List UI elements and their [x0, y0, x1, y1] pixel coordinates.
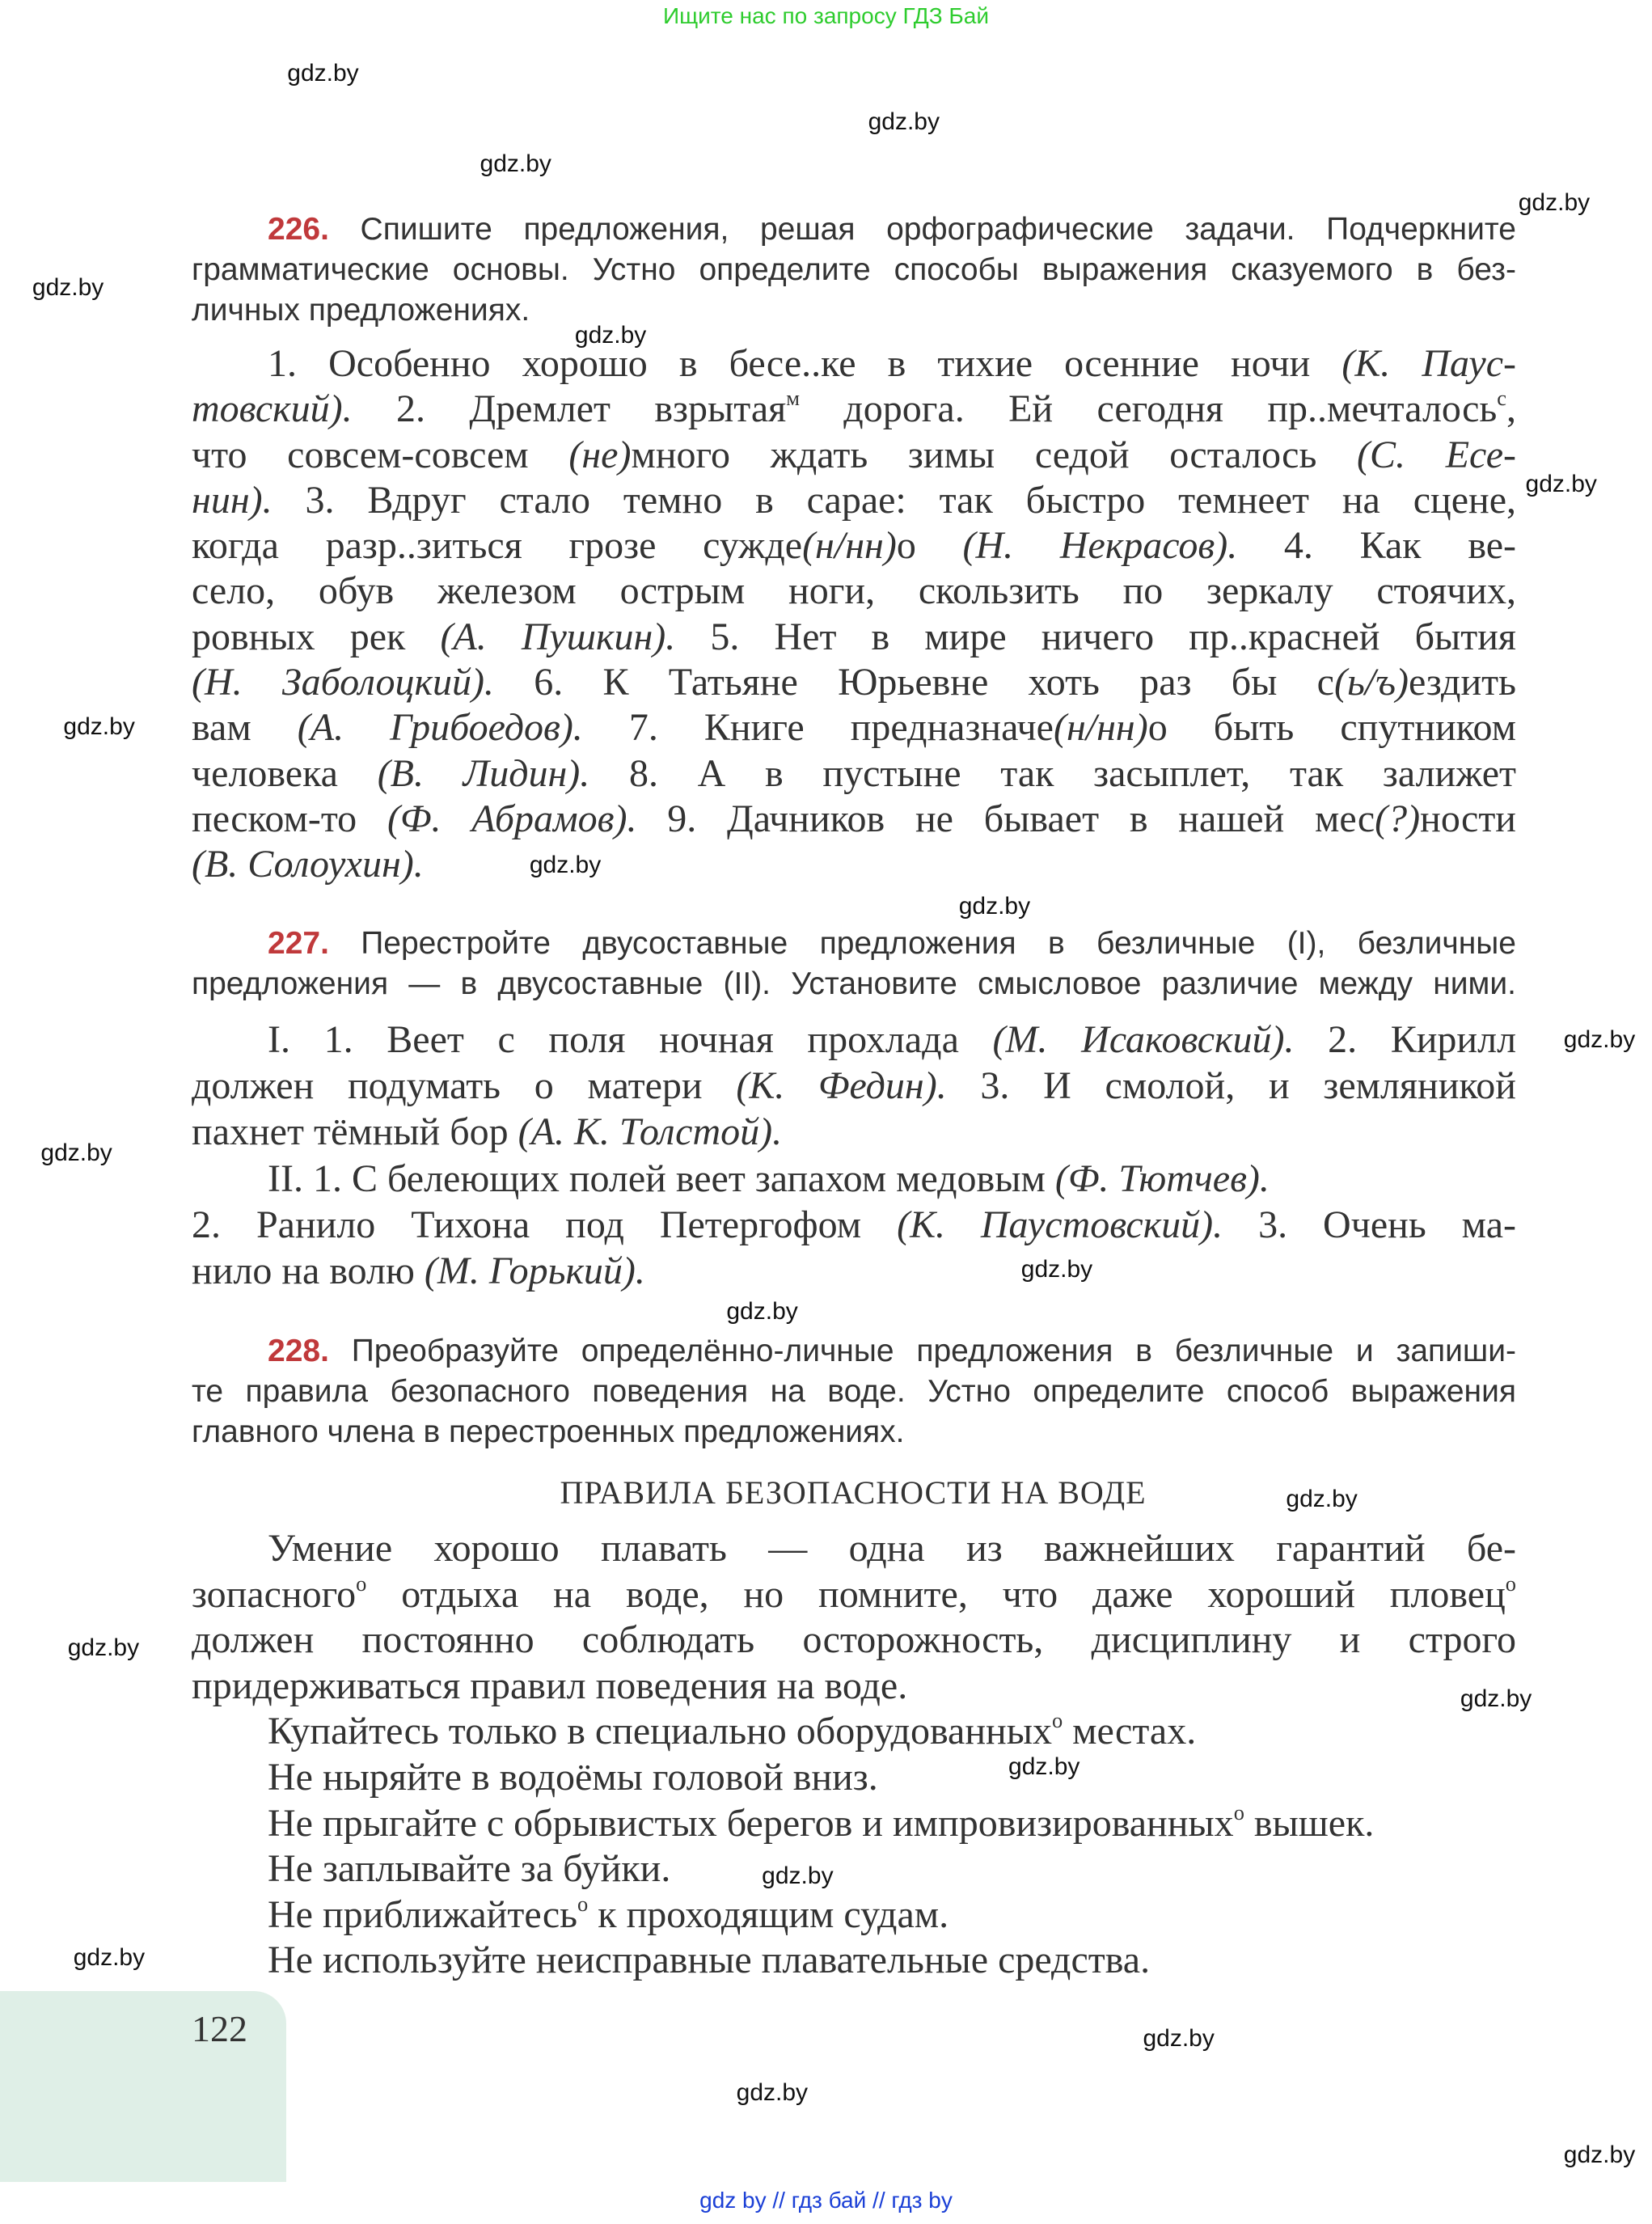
section-title: ПРАВИЛА БЕЗОПАСНОСТИ НА ВОДЕ: [560, 1474, 1147, 1511]
watermark: gdz.by: [287, 60, 359, 87]
author-or-variant: (ь/ъ): [1333, 661, 1409, 704]
exercise-number: 226.: [268, 212, 361, 247]
text-segment: Не заплывайте за буйки.: [268, 1847, 671, 1891]
task-line: [192, 209, 1516, 250]
exercise-227-text: [192, 1017, 1516, 1294]
page-number: 122: [192, 2008, 247, 2049]
text-line: [192, 1892, 1516, 1939]
author-or-variant: (н/нн): [802, 524, 897, 568]
exercise-number: 228.: [268, 1334, 352, 1368]
author-or-variant: (не): [568, 433, 632, 476]
text-segment: Не используйте неисправные плавательные средства.: [268, 1939, 1151, 1982]
text-line: [192, 797, 1516, 842]
text-segment: должен подумать о матери: [192, 1064, 737, 1108]
text-segment: ездить: [1409, 661, 1516, 704]
author-or-variant: (А. Пушкин).: [440, 615, 676, 658]
text-line: [192, 1755, 1516, 1801]
watermark: gdz.by: [1286, 1485, 1358, 1512]
exercise-228-task: [192, 1331, 1516, 1452]
exercise-227-task: [192, 924, 1516, 1004]
author-or-variant: (В. Солоухин).: [192, 843, 424, 886]
watermark: gdz.by: [1008, 1753, 1080, 1780]
watermark: gdz.by: [32, 273, 104, 301]
text-segment: ровных рек: [192, 615, 441, 658]
text-segment: 7. Книге предназначе: [582, 706, 1054, 750]
text-line: [192, 1938, 1516, 1984]
text-line: [192, 1709, 1516, 1755]
text-segment: 6. К Татьяне Юрьевне хоть раз бы с: [493, 661, 1334, 704]
author-or-variant: нин).: [192, 478, 273, 522]
task-line: [192, 1372, 1516, 1412]
vocabulary-mark: о: [1505, 1571, 1516, 1596]
text-segment: 3. Очень ма-: [1223, 1203, 1517, 1246]
text-segment: 8. А в пустыне так засыплет, так залижет: [589, 751, 1517, 795]
text-line: [192, 1664, 1516, 1710]
author-or-variant: (?): [1375, 797, 1421, 840]
watermark: gdz.by: [480, 150, 551, 178]
watermark: gdz.by: [1143, 2025, 1215, 2053]
watermark: gdz.by: [736, 2078, 809, 2106]
text-segment: село, обув железом острым ноги, скользить по зеркалу стоячих,: [192, 569, 1516, 613]
watermark: gdz.by: [1460, 1685, 1532, 1712]
text-segment: 4. Как ве-: [1237, 524, 1517, 568]
vocabulary-mark: о: [577, 1891, 589, 1916]
vocabulary-mark: с: [1497, 386, 1506, 411]
watermark: gdz.by: [958, 893, 1031, 920]
watermark: gdz.by: [40, 1139, 112, 1167]
watermark: gdz.by: [1518, 188, 1591, 216]
text-segment: когда разр..зиться грозе сужде: [192, 524, 803, 568]
text-segment: Не прыгайте с обрывистых берегов и импровизированных$^о$ вышек.: [268, 1799, 1375, 1845]
author-or-variant: (Ф. Абрамов).: [387, 797, 637, 840]
text-line: [192, 1846, 1516, 1892]
text-segment: 2. Кирилл: [1294, 1018, 1517, 1061]
exercise-number: 227.: [268, 926, 361, 961]
watermark: gdz.by: [762, 1862, 834, 1889]
text-segment: грамматические основы. Устно определите способы выражения сказуемого в без-: [192, 252, 1516, 287]
text-segment: придерживаться правил поведения на воде.: [192, 1664, 908, 1707]
text-line: [192, 1617, 1516, 1664]
text-line: [192, 569, 1516, 614]
text-line: [192, 660, 1516, 705]
text-segment: о быть спутником: [1147, 706, 1517, 750]
text-line: [192, 1526, 1516, 1572]
author-or-variant: (Ф. Тютчев).: [1054, 1156, 1270, 1200]
text-line: [192, 1248, 1516, 1294]
text-segment: Не ныряйте в водоёмы головой вниз.: [268, 1755, 878, 1799]
task-line: [192, 1412, 1516, 1452]
text-line: [192, 478, 1516, 523]
task-line: [192, 290, 1516, 331]
text-segment: II. 1. С белеющих полей веет запахом медовым: [268, 1156, 1055, 1200]
text-segment: вам: [192, 706, 298, 750]
author-or-variant: (н/нн): [1053, 706, 1148, 750]
text-line: [192, 523, 1516, 569]
watermark: gdz.by: [868, 108, 940, 135]
text-segment: 9. Дачников не бывает в нашей мес: [636, 797, 1375, 840]
vocabulary-mark: о: [1051, 1708, 1063, 1733]
text-segment: личных предложениях.: [192, 293, 530, 328]
text-segment: 3. Вдруг стало темно в сарае: так быстро темнеет на сцене,: [272, 478, 1516, 522]
author-or-variant: (В. Лидин).: [377, 751, 590, 795]
watermark: gdz.by: [726, 1298, 798, 1326]
text-line: [192, 1801, 1516, 1847]
watermark: gdz.by: [67, 1634, 140, 1661]
text-line: [192, 387, 1516, 432]
author-or-variant: (К. Федин).: [736, 1064, 947, 1108]
text-line: [192, 1017, 1516, 1063]
search-banner[interactable]: Ищите нас по запросу ГДЗ Бай: [662, 3, 990, 28]
text-segment: должен постоянно соблюдать осторожность, дисциплину и строго: [192, 1618, 1516, 1662]
task-line: [192, 1331, 1516, 1372]
text-line: [192, 615, 1516, 660]
text-segment: пахнет тёмный бор: [192, 1110, 518, 1154]
task-line: [192, 250, 1516, 290]
task-line: [192, 924, 1516, 964]
text-line: [192, 842, 1516, 887]
text-line: [192, 433, 1516, 478]
watermark: gdz.by: [574, 322, 647, 349]
text-segment: предложения — в двусоставные (II). Установите смысловое различие между ними.: [192, 966, 1516, 1001]
text-segment: Купайтесь только в специально оборудованных$^о$ местах.: [268, 1708, 1197, 1753]
text-line: [192, 1156, 1516, 1202]
vocabulary-mark: о: [1233, 1799, 1244, 1824]
text-line: [192, 1202, 1516, 1248]
watermark: gdz.by: [1563, 1025, 1636, 1053]
author-or-variant: (А. Грибоедов).: [297, 706, 583, 750]
text-segment: 2. Дремлет взрытая$^м$ дорога. Ей сегодня пр..мечталось$^с$,: [352, 386, 1516, 431]
exercise-228-text: [192, 1526, 1516, 1984]
text-line: [192, 705, 1516, 750]
text-segment: о: [896, 524, 963, 568]
text-segment: Не приближайтесь$^о$ к проходящим судам.: [268, 1891, 949, 1936]
author-or-variant: (С. Есе-: [1357, 433, 1516, 476]
text-segment: Спишите предложения, решая орфографические задачи. Подчеркните: [360, 212, 1516, 247]
text-segment: I. 1. Веет с поля ночная прохлада: [268, 1018, 993, 1061]
text-segment: Умение хорошо плавать — одна из важнейших гарантий бе-: [268, 1527, 1516, 1570]
text-line: [192, 341, 1516, 387]
text-line: [192, 1109, 1516, 1155]
author-or-variant: товский).: [192, 387, 353, 431]
watermark: gdz.by: [1020, 1255, 1093, 1283]
author-or-variant: (М. Исаковский).: [992, 1018, 1295, 1061]
text-segment: 1. Особенно хорошо в бесе..ке в тихие осенние ночи: [268, 342, 1342, 385]
text-segment: человека: [192, 751, 378, 795]
watermark: gdz.by: [73, 1944, 146, 1972]
text-segment: что совсем-совсем: [192, 433, 569, 476]
text-segment: те правила безопасного поведения на воде. Устно определите способ выражения: [192, 1374, 1516, 1409]
text-segment: 3. И смолой, и земляникой: [946, 1064, 1516, 1108]
watermark: gdz.by: [63, 712, 135, 740]
task-line: [192, 964, 1516, 1004]
text-segment: ности: [1420, 797, 1516, 840]
text-line: [192, 751, 1516, 797]
text-line: [192, 1572, 1516, 1618]
text-segment: главного члена в перестроенных предложениях.: [192, 1414, 905, 1449]
text-line: [192, 1063, 1516, 1109]
text-segment: много ждать зимы седой осталось: [631, 433, 1358, 476]
vocabulary-mark: м: [786, 386, 800, 411]
vocabulary-mark: о: [356, 1571, 367, 1596]
text-segment: зопасного$^о$ отдыха на воде, но помните, что даже хороший пловец$^о$: [192, 1571, 1516, 1616]
watermark: gdz.by: [529, 852, 602, 879]
text-segment: 5. Нет в мире ничего пр..красней бытия: [675, 615, 1516, 658]
watermark: gdz.by: [1525, 471, 1597, 498]
text-segment: Преобразуйте определённо-личные предложения в безличные и запиши-: [351, 1334, 1516, 1368]
author-or-variant: (Н. Заболоцкий).: [192, 661, 494, 704]
author-or-variant: (А. К. Толстой).: [518, 1110, 783, 1154]
text-segment: 2. Ранило Тихона под Петергофом: [192, 1203, 898, 1246]
text-segment: песком-то: [192, 797, 387, 840]
author-or-variant: (К. Паус-: [1341, 342, 1517, 385]
text-segment: нило на волю: [192, 1249, 425, 1292]
watermark: gdz.by: [1563, 2141, 1636, 2168]
text-segment: Перестройте двусоставные предложения в безличные (I), безличные: [361, 926, 1516, 961]
author-or-variant: (Н. Некрасов).: [962, 524, 1238, 568]
exercise-226-task: [192, 209, 1516, 331]
author-or-variant: (М. Горький).: [424, 1249, 645, 1292]
exercise-226-text: [192, 341, 1516, 888]
footer-links[interactable]: gdz by // гдз бай // гдз by: [699, 2188, 953, 2213]
author-or-variant: (К. Паустовский).: [897, 1203, 1223, 1246]
